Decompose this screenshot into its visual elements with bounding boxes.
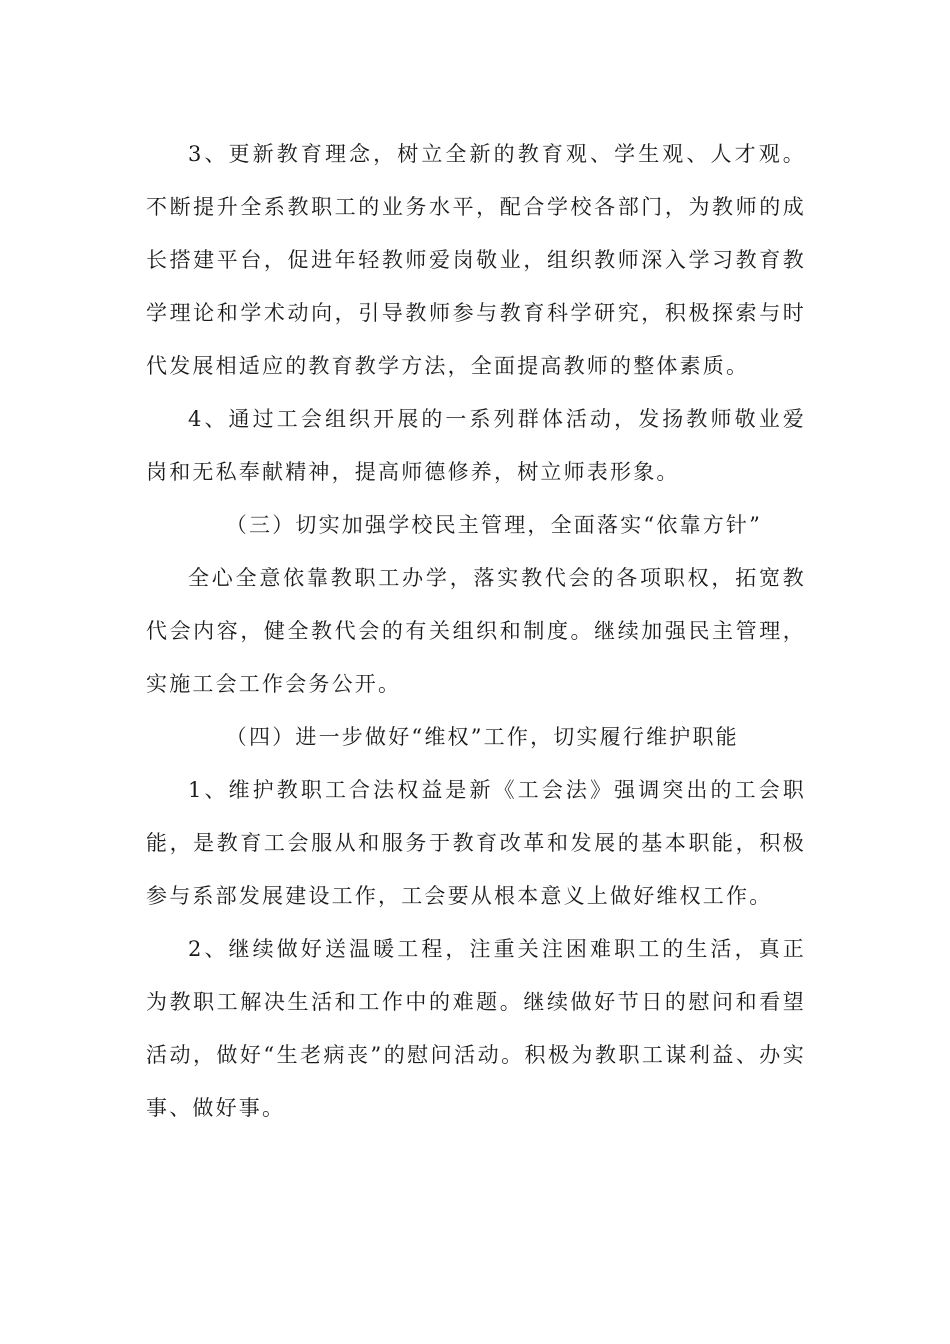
document-body — [146, 128, 806, 1135]
paragraph-item-4: 4、通过工会组织开展的一系列群体活动，发扬教师敬业爱岗和无私奉献精神，提高师德修养，树立师表形象。 — [146, 407, 806, 484]
paragraph-item-1: 1、维护教职工合法权益是新《工会法》强调突出的工会职能，是教育工会服从和服务于教育改革和发展的基本职能，积极参与系部发展建设工作，工会要从根本意义上做好维权工作。 — [146, 778, 806, 908]
paragraph-democratic-management: 全心全意依靠教职工办学，落实教代会的各项职权，拓宽教代会内容，健全教代会的有关组织和制度。继续加强民主管理，实施工会工作会务公开。 — [146, 566, 806, 696]
section-heading-three: （三）切实加强学校民主管理，全面落实“依靠方针” — [225, 513, 763, 537]
paragraph-item-2: 2、继续做好送温暖工程，注重关注困难职工的生活，真正为教职工解决生活和工作中的难题。继续做好节日的慰问和看望活动，做好“生老病丧”的慰问活动。积极为教职工谋利益、办实事、做好事。 — [146, 937, 806, 1120]
section-heading-four: （四）进一步做好“维权”工作，切实履行维护职能 — [225, 725, 739, 749]
paragraph-item-3: 3、更新教育理念，树立全新的教育观、学生观、人才观。不断提升全系教职工的业务水平，配合学校各部门，为教师的成长搭建平台，促进年轻教师爱岗敬业，组织教师深入学习教育教学理论和学术动向，引导教师参与教育科学研究，积极探索与时代发展相适应的教育教学方法，全面提高教师的整体素质。 — [146, 142, 806, 378]
